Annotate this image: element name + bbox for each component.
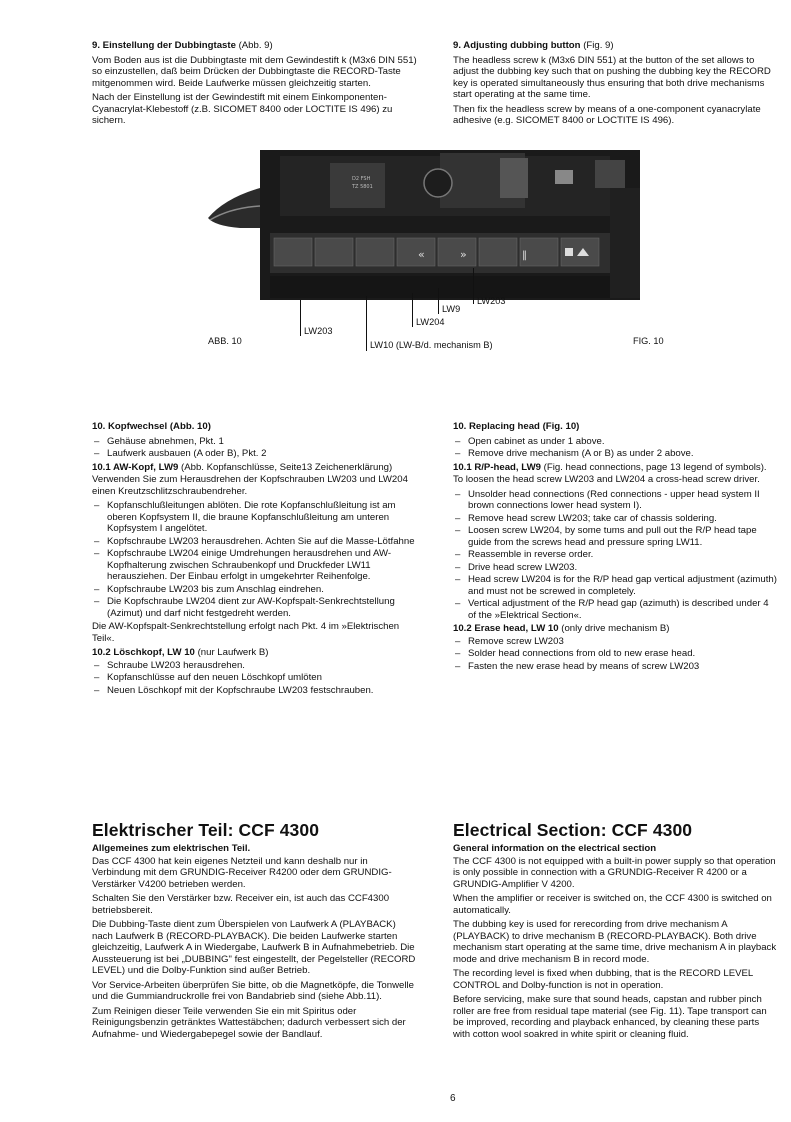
elec-de-p5: Zum Reinigen dieser Teile verwenden Sie ein mit Spiritus oder Reinigungsbenzin getränktes Wattestäbchen; dadurch verbessert sich der Aufnahme- und Wiedergabepegel sowie der Bandlauf. [92, 1005, 406, 1040]
sec10-en-heading: 10. Replacing head (Fig. 10) [453, 421, 580, 432]
figure-caption-en: FIG. 10 [633, 336, 664, 346]
elec-de-title: Elektrischer Teil: CCF 4300 [92, 820, 320, 840]
list-item: – Kopfanschlüsse auf den neuen Löschkopf umlöten [92, 672, 417, 684]
svg-text:‖: ‖ [522, 250, 527, 261]
sec10-de-list-b [92, 500, 417, 619]
list-item: – Remove head screw LW203; take car of chassis soldering. [453, 513, 778, 525]
list-item: – Head screw LW204 is for the R/P head gap vertical adjustment (azimuth) and must not be screwed in completely. [453, 574, 778, 597]
list-item: – Kopfschraube LW203 bis zum Anschlag eindrehen. [92, 584, 417, 596]
sec9-de-heading: 9. Einstellung der Dubbingtaste (Abb. 9) [92, 40, 273, 51]
list-item: – Gehäuse abnehmen, Pkt. 1 [92, 436, 417, 448]
elec-de [92, 820, 417, 1043]
list-item: – Drive head screw LW203. [453, 562, 778, 574]
elec-en [453, 820, 778, 1043]
sec10-de-list-c [92, 660, 417, 697]
list-item: – Schraube LW203 herausdrehen. [92, 660, 417, 672]
elec-en-p2: When the amplifier or receiver is switched on, the CCF 4300 is switched on automatically. [453, 893, 772, 916]
sec10-de-p1: Verwenden Sie zum Herausdrehen der Kopfschrauben LW203 und LW204 einen Kreutzschlitzschraubendreher. [92, 474, 408, 497]
sec9-en [453, 40, 778, 130]
figure-caption-de: ABB. 10 [208, 336, 242, 346]
figure-10 [200, 148, 664, 358]
list-item: – Open cabinet as under 1 above. [453, 436, 778, 448]
list-item: – Kopfanschlußleitungen ablöten. Die rote Kopfanschlußleitung ist am oberen Kopfsystem II, die braune Kopfanschlußleitung am unteren Kopfsystem I angelötet. [92, 500, 417, 535]
list-item: – Laufwerk ausbauen (A oder B), Pkt. 2 [92, 448, 417, 460]
sec10-en-sub1: 10.1 R/P-head, LW9 (Fig. head connections, page 13 legend of symbols). [453, 461, 767, 473]
label-lw204: LW204 [412, 293, 444, 327]
list-item: – Kopfschraube LW203 herausdrehen. Achten Sie auf die Masse-Lötfahne [92, 536, 417, 548]
sec10-en-sub2: 10.2 Erase head, LW 10 (only drive mechanism B) [453, 623, 670, 634]
sec10-de-p2: Die AW-Kopfspalt-Senkrechtstellung erfolgt nach Pkt. 4 im »Elektrischen Teil«. [92, 621, 400, 644]
sec9-en-p2: Then fix the headless screw by means of a one-component cyanacrylate adhesive (e.g. SICOMET 8400 or LOCTITE IS 496). [453, 103, 761, 126]
label-lw203-top: LW203 [473, 268, 505, 304]
elec-de-p1: Das CCF 4300 hat kein eigenes Netzteil und kann deshalb nur in Verbindung mit dem GRUNDIG-Receiver R4200 oder dem GRUNDIG-Verstärker V4200 betrieben werden. [92, 855, 392, 890]
list-item: – Remove screw LW203 [453, 636, 778, 648]
sec10-de-sub1: 10.1 AW-Kopf, LW9 (Abb. Kopfanschlüsse, Seite13 Zeichenerklärung) [92, 461, 393, 473]
elec-en-p3: The dubbing key is used for rerecording from drive mechanism A (PLAYBACK) to drive mechanism B (RECORD-PLAYBACK). Both drive mechanism start operating at the same time, drive mechanism A in playback mode and drive mechanism B in record mode. [453, 919, 777, 965]
elec-en-p1: The CCF 4300 is not equipped with a built-in power supply so that operation is only possible in connection with a GRUNDIG-Receiver R 4200 or a GRUNDIG-Amplifier V 4200. [453, 855, 776, 890]
sec10-en-list-a [453, 436, 778, 460]
label-lw203-left: LW203 [300, 300, 332, 336]
sec10-en-p1: To loosen the head screw LW203 and LW204 a cross-head screw driver. [453, 474, 760, 485]
list-item: – Kopfschraube LW204 einige Umdrehungen herausdrehen und AW-Kopfhalterung zwischen Schraubenkopf und Druckfeder LW11 herausziehen. Der Einbau erfolgt in umgekehrter Reihenfolge. [92, 548, 417, 583]
svg-text:D2 FSH: D2 FSH [352, 176, 371, 182]
elec-en-p5: Before servicing, make sure that sound heads, capstan and rubber pinch roller are free from residual tape material (see Fig. 11). Tape transport can be improved, recording and playback enhanced, by cleaning these parts with cotton wool soakred in white spirit or cleaning fluid. [453, 994, 767, 1040]
sec9-en-heading: 9. Adjusting dubbing button (Fig. 9) [453, 40, 614, 51]
list-item: – Die Kopfschraube LW204 dient zur AW-Kopfspalt-Senkrechtstellung (Azimut) und darf nicht festgedreht werden. [92, 596, 417, 619]
sec10-de-list-a [92, 436, 417, 460]
svg-text:«: « [418, 248, 425, 261]
elec-de-p4: Vor Service-Arbeiten überprüfen Sie bitte, ob die Magnetköpfe, die Tonwelle und die Gummiandruckrolle frei von Bandabrieb sind (siehe Abb.11). [92, 979, 414, 1002]
sec10-en-list-b [453, 489, 778, 622]
list-item: – Neuen Löschkopf mit der Kopfschraube LW203 festschrauben. [92, 685, 417, 697]
list-item: – Remove drive mechanism (A or B) as under 2 above. [453, 448, 778, 460]
sec10-en [453, 421, 778, 674]
list-item: – Solder head connections from old to new erase head. [453, 648, 778, 660]
sec10-de-heading: 10. Kopfwechsel (Abb. 10) [92, 421, 211, 432]
svg-text:»: » [460, 248, 467, 261]
elec-en-p4: The recording level is fixed when dubbing, that is the RECORD LEVEL CONTROL and Dolby-function is not in operation. [453, 968, 753, 991]
sec10-en-list-c [453, 636, 778, 673]
page-number: 6 [450, 1093, 456, 1104]
list-item: – Unsolder head connections (Red connections - upper head system II brown connections lower head system I). [453, 489, 778, 512]
sec9-en-p1: The headless screw k (M3x6 DIN 551) at the button of the set allows to adjust the dubbing key such that on pushing the dubbing key the RECORD key is operated simultaneously thus ensuring that both drive mechanisms start operating at the same time. [453, 54, 771, 100]
sec9-de [92, 40, 417, 130]
label-lw10: LW10 (LW-B/d. mechanism B) [366, 296, 493, 351]
sec10-de [92, 421, 417, 698]
list-item: – Fasten the new erase head by means of screw LW203 [453, 661, 778, 673]
list-item: – Reassemble in reverse order. [453, 549, 778, 561]
list-item: – Loosen screw LW204, by some tums and pull out the R/P head tape guide from the screws head and pressure spring LW11. [453, 525, 778, 548]
list-item: – Vertical adjustment of the R/P head gap (azimuth) is described under 4 of the »Elektrical Section«. [453, 598, 778, 621]
elec-en-title: Electrical Section: CCF 4300 [453, 820, 693, 840]
sec9-de-p1: Vom Boden aus ist die Dubbingtaste mit dem Gewindestift k (M3x6 DIN 551) so einzustellen, daß beim Drücken der Dubbingtaste die RECORD-Taste mitgenommen wird. Beide Laufwerke müssen gleichzeitig starten. [92, 54, 417, 89]
elec-de-subtitle: Allgemeines zum elektrischen Teil. [92, 843, 251, 854]
sec9-de-p2: Nach der Einstellung ist der Gewindestift mit einem Einkomponenten-Cyanacrylat-Klebestoff (z.B. SICOMET 8400 oder LOCTITE IS 496) zu sichern. [92, 92, 393, 126]
label-lw9: LW9 [438, 288, 460, 314]
elec-de-p3: Die Dubbing-Taste dient zum Überspielen von Laufwerk A (PLAYBACK) nach Laufwerk B (RECORD-PLAYBACK). Die beiden Laufwerke starten gleichzeitig, Laufwerk A in Wiedergabe, Laufwerk B in Aufnahmebetrieb. Die Aussteuerung ist bei „DUBBING" fest eingestellt, der Pegelsteller (RECORD LEVEL) und die Dolby-Funktion sind außer Betrieb. [92, 919, 416, 976]
sec10-de-sub2: 10.2 Löschkopf, LW 10 (nur Laufwerk B) [92, 647, 269, 658]
elec-en-subtitle: General information on the electrical section [453, 843, 657, 854]
elec-de-p2: Schalten Sie den Verstärker bzw. Receiver ein, ist auch das CCF4300 betriebsbereit. [92, 893, 390, 916]
svg-text:TZ 5801: TZ 5801 [352, 184, 373, 190]
